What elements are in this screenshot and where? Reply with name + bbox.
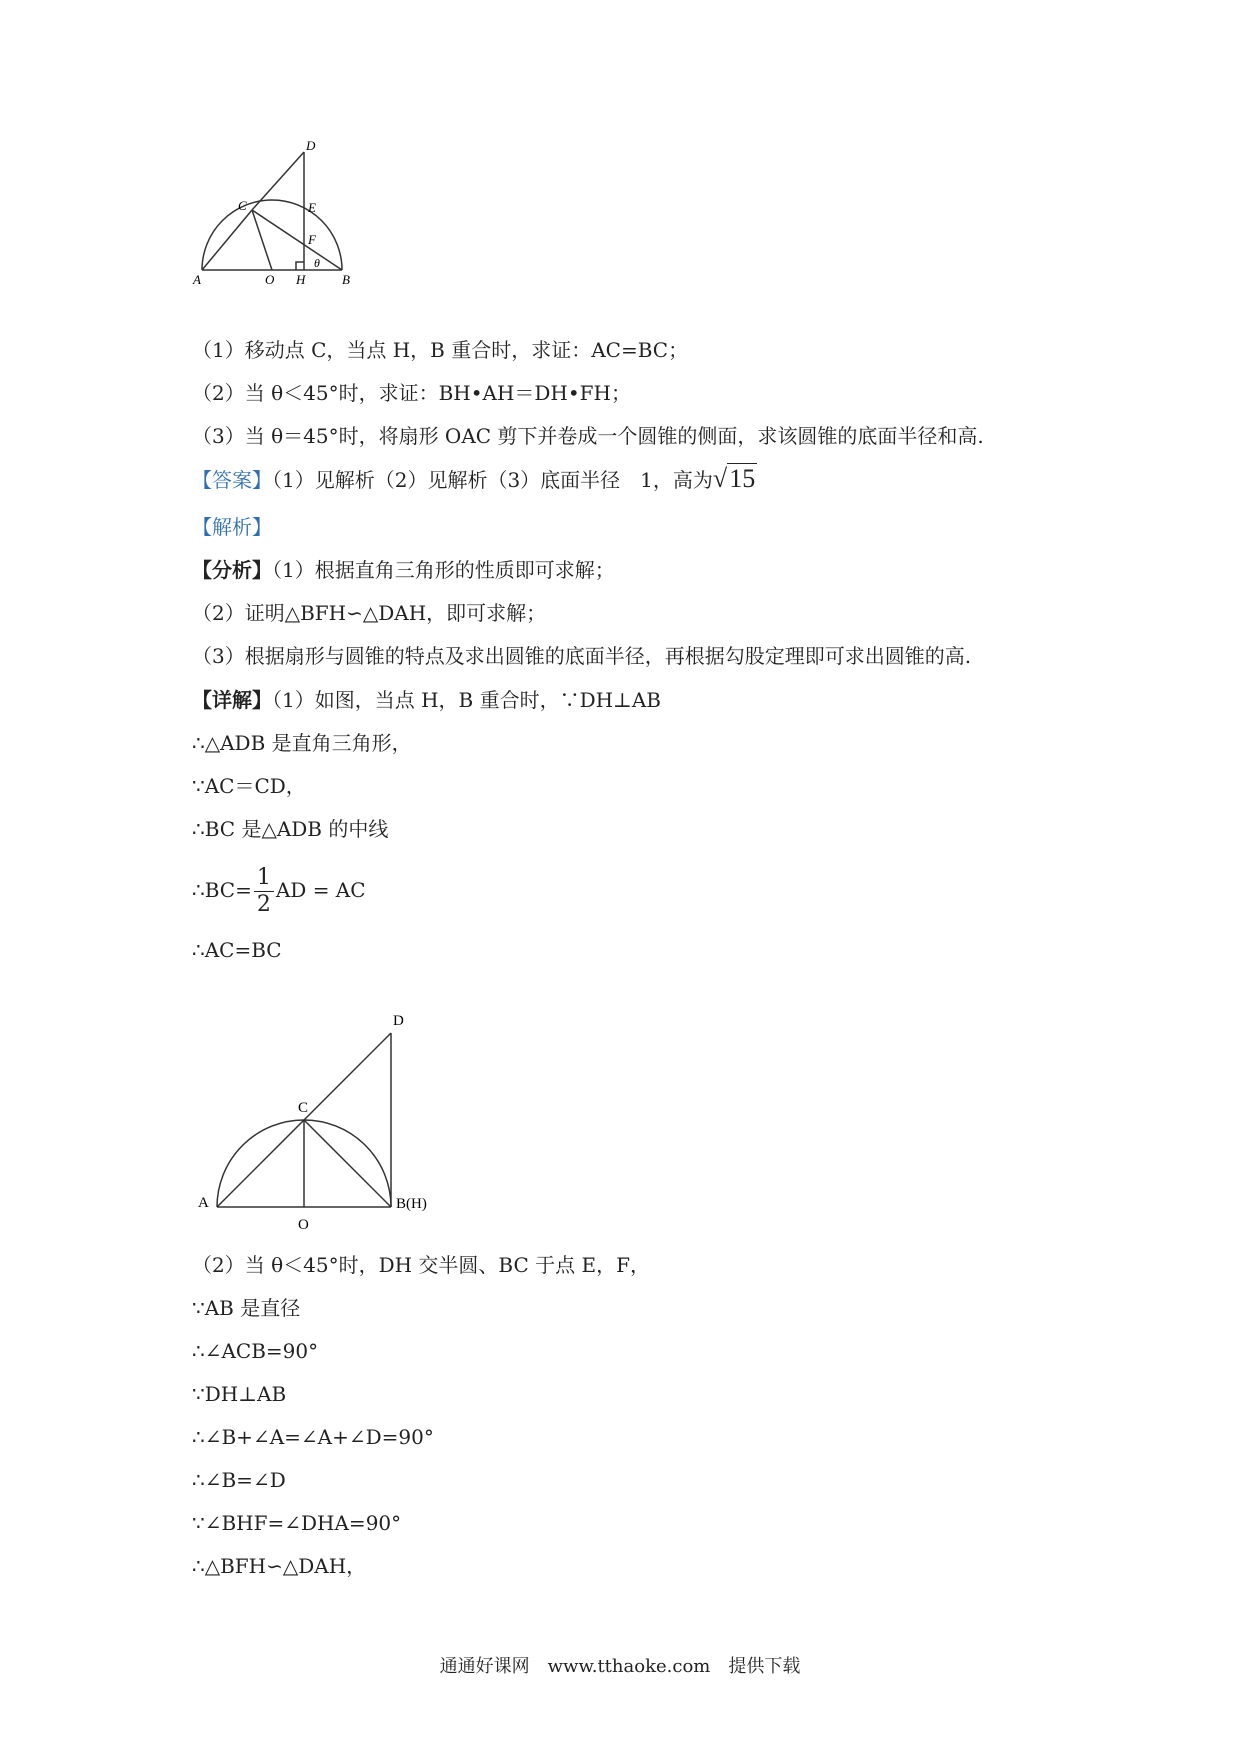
segment-ac — [202, 210, 252, 270]
analysis-line-3: （3）根据扇形与圆锥的特点及求出圆锥的底面半径，再根据勾股定理即可求出圆锥的高. — [192, 644, 972, 668]
label-d: D — [306, 138, 316, 153]
question-3: （3）当 θ＝45°时，将扇形 OAC 剪下并卷成一个圆锥的侧面，求该圆锥的底面半径和高. — [192, 424, 984, 448]
part2-line-7: ∵∠BHF=∠DHA=90° — [192, 1511, 402, 1535]
detail-line-1: 【详解】（1）如图，当点 H，B 重合时，∵DH⊥AB — [192, 688, 662, 712]
label-d-2: D — [393, 1013, 404, 1029]
segment-cd — [252, 152, 304, 210]
detail-tag: 【详解】 — [192, 688, 272, 712]
part2-line-4: ∵DH⊥AB — [192, 1382, 287, 1406]
label-e: E — [308, 200, 316, 215]
figure-semicircle-b-h — [190, 985, 470, 1235]
label-a-2: A — [198, 1195, 209, 1211]
segment-co — [252, 210, 272, 270]
part2-line-3: ∴∠ACB=90° — [192, 1339, 319, 1363]
question-1: （1）移动点 C，当点 H，B 重合时，求证：AC=BC； — [192, 338, 689, 362]
label-b: B — [342, 272, 350, 287]
figure-semicircle-theta — [190, 138, 370, 330]
label-f: F — [308, 232, 316, 247]
label-bh-2: B(H) — [396, 1196, 427, 1212]
label-o-2: O — [298, 1217, 309, 1233]
label-a: A — [193, 272, 201, 287]
footer-source: 通通好课网 www.tthaoke.com 提供下载 — [439, 1656, 801, 1677]
answer-line — [192, 465, 757, 494]
segment-cb-2 — [304, 1120, 391, 1207]
part2-line-6: ∴∠B=∠D — [192, 1468, 286, 1492]
segment-cb — [252, 210, 342, 270]
fraction-one-half: $\frac{1}{2}$ — [254, 865, 274, 918]
label-c-2: C — [298, 1100, 309, 1116]
detail-line-3: ∵AC＝CD， — [192, 774, 306, 798]
analysis-tag-fenxi: 【分析】 — [192, 558, 272, 582]
label-o: O — [265, 272, 275, 287]
right-angle-mark — [296, 262, 304, 270]
analysis-tag: 【解析】 — [192, 515, 272, 539]
detail-line-4: ∴BC 是△ADB 的中线 — [192, 817, 389, 841]
part2-line-8: ∴△BFH∽△DAH， — [192, 1554, 367, 1578]
answer-tag: 【答案】 — [192, 468, 272, 492]
sqrt-15: √15 — [712, 464, 756, 493]
part2-line-2: ∵AB 是直径 — [192, 1296, 301, 1320]
label-c: C — [238, 198, 247, 213]
analysis-line-2: （2）证明△BFH∽△DAH，即可求解； — [192, 601, 547, 625]
detail-line-2: ∴△ADB 是直角三角形， — [192, 731, 412, 755]
analysis-line-1: 【分析】（1）根据直角三角形的性质即可求解； — [192, 558, 615, 582]
label-theta: θ — [314, 256, 320, 270]
answer-text: （1）见解析（2）见解析（3）底面半径 1，高为 — [272, 468, 713, 492]
part2-line-1: （2）当 θ＜45°时，DH 交半圆、BC 于点 E，F， — [192, 1253, 650, 1277]
detail-line-6: ∴AC=BC — [192, 938, 282, 962]
question-2: （2）当 θ＜45°时，求证：BH•AH＝DH•FH； — [192, 381, 631, 405]
semicircle-arc — [202, 200, 342, 270]
detail-line-5: ∴BC= $\frac{1}{2}$ AD = AC — [192, 865, 366, 917]
part2-line-5: ∴∠B+∠A=∠A+∠D=90° — [192, 1425, 434, 1449]
label-h: H — [296, 272, 306, 287]
